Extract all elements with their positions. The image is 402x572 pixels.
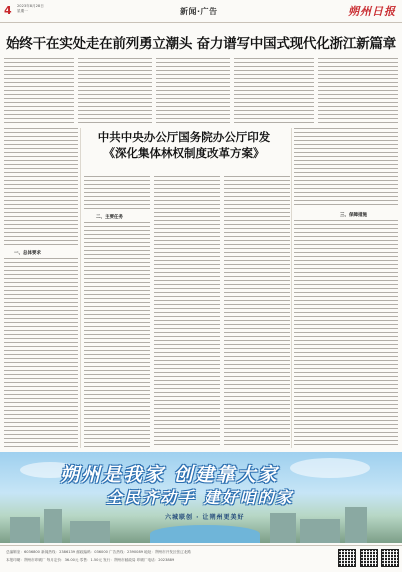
city-skyline <box>345 507 367 543</box>
second-article-title-line1: 中共中央办公厅国务院办公厅印发 <box>97 130 271 144</box>
date-text: 2023年8月28日 <box>17 4 44 8</box>
qr-code-icon <box>381 549 399 567</box>
top-headline: 始终干在实处走在前列勇立潮头 奋力谱写中国式现代化浙江新篇章 <box>6 36 396 52</box>
city-skyline <box>10 517 40 543</box>
second-article-col-2 <box>154 176 220 448</box>
publish-date <box>17 4 44 14</box>
banner-slogan-line2: 全民齐动手 建好咱的家 <box>106 488 294 507</box>
cloud-decoration <box>290 458 370 478</box>
right-column-text-2 <box>294 220 398 448</box>
city-skyline <box>300 519 340 543</box>
left-column-text-2 <box>4 258 78 448</box>
top-article-col-4 <box>234 58 314 124</box>
footer-line2: 本报印刷：朔州市印刷厂 每月定价：36.00元 零售：1.50元 发行：朔州市邮政局 印刷厂电话：2023889 <box>6 558 175 562</box>
weekday-text: 星期一 <box>17 9 28 13</box>
city-skyline <box>70 521 110 543</box>
footer <box>0 545 402 572</box>
top-article-col-1 <box>4 58 74 124</box>
second-article-title-line2: 《深化集体林权制度改革方案》 <box>103 146 265 160</box>
banner-slogan-line1: 朔州是我家 创建靠大家 <box>60 464 279 486</box>
column-divider <box>80 128 81 448</box>
subhead-main-tasks: 二、主要任务 <box>96 215 123 220</box>
column-divider <box>291 128 292 448</box>
ad-banner <box>0 452 402 543</box>
subhead-safeguards: 三、保障措施 <box>340 213 367 218</box>
banner-tagline: 六城联创 · 让朔州更美好 <box>165 514 245 521</box>
river-decoration <box>150 525 260 543</box>
top-article-col-3 <box>156 58 230 124</box>
footer-line1: 总编辑室：6036800 新闻热线：2386139 邮政编码：036000 广告热线：2390089 地址：朔州市开发区张辽北路 <box>6 550 191 554</box>
city-skyline <box>270 513 296 543</box>
masthead <box>0 0 402 23</box>
top-article-col-5 <box>318 58 398 124</box>
qr-code-icon <box>338 549 356 567</box>
newspaper-logo: 朔州日报 <box>348 5 396 18</box>
qr-code-icon <box>360 549 378 567</box>
right-column-text <box>294 128 398 208</box>
second-article-col-1 <box>84 176 150 211</box>
page-number: 4 <box>4 4 12 17</box>
second-article-col-3 <box>224 176 290 448</box>
second-article-col-1b <box>84 222 150 448</box>
top-article-col-2 <box>78 58 152 124</box>
left-column-text <box>4 128 78 248</box>
subhead-general-requirements: 一、总体要求 <box>14 251 41 256</box>
section-label: 新闻·广告 <box>180 7 218 16</box>
city-skyline <box>44 509 62 543</box>
